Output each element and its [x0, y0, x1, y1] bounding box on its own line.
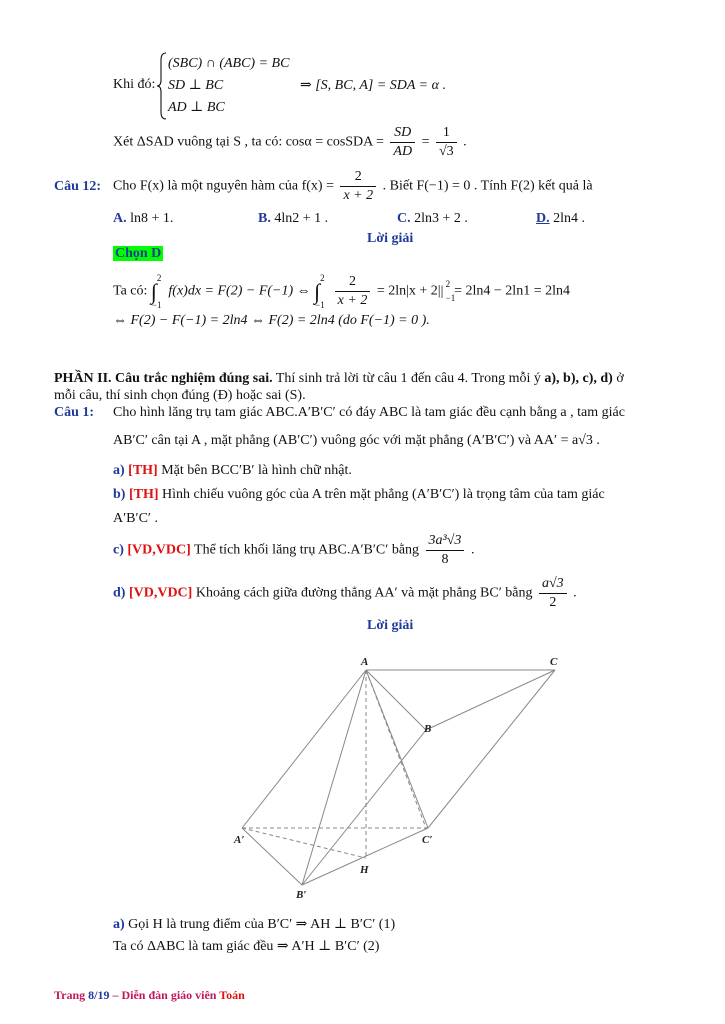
xet-frac-1-num: SD: [390, 124, 415, 143]
c1-item-b-line2: A′B′C′ .: [113, 511, 158, 526]
item-d-post: .: [573, 585, 577, 601]
footer-page: 8/19: [88, 988, 110, 1002]
edge-AC1: [366, 670, 428, 828]
q12-solution-line-1: [113, 273, 570, 310]
prism-figure: [220, 650, 580, 900]
c1-loi-giai: Lời giải: [367, 618, 414, 633]
item-c-frac-num: 3a³√3: [426, 532, 465, 551]
c1-stmt2: AB′C′ cân tại A , mặt phẳng (AB′C′) vuông góc với mặt phẳng (A′B′C′) và AA′ = a√3 .: [113, 433, 600, 448]
integral-1: ∫ 2 −1: [151, 283, 165, 301]
q12-option-d: [536, 210, 585, 228]
part2-abcd: a), b), c), d): [544, 371, 613, 386]
system-line-1: (SBC) ∩ (ABC) = BC: [168, 56, 290, 71]
sol-a-line2: Ta có ΔABC là tam giác đều ⇒ A′H ⊥ B′C′ (2): [113, 939, 380, 954]
c1-stmt1: Cho hình lăng trụ tam giác ABC.A′B′C′ có đáy ABC là tam giác đều cạnh bằng a , tam giác: [113, 405, 625, 420]
sol-a-text: Gọi H là trung điểm của B′C′ ⇒ AH ⊥ B′C′ (1): [124, 917, 396, 932]
part2-line2: mỗi câu, thí sinh chọn đúng (Đ) hoặc sai (S).: [54, 388, 306, 403]
q12-frac-num: 2: [340, 168, 376, 187]
line-a-frac: [335, 273, 371, 310]
label-H: H: [360, 864, 369, 876]
q12-text-b: . Biết F(−1) = 0 . Tính F(2) kết quả là: [382, 178, 593, 194]
item-c-frac-den: 8: [441, 552, 449, 567]
c1-item-b: [113, 486, 605, 504]
c1-item-c: [113, 532, 474, 569]
int1-upper: 2: [156, 272, 162, 283]
part2-title: PHẦN II. Câu trắc nghiệm đúng sai.: [54, 371, 273, 386]
label-C: C: [550, 656, 558, 668]
xet-post: .: [463, 134, 467, 150]
q12-frac: [340, 168, 376, 205]
option-a-label: A.: [113, 211, 127, 226]
system-brace: [157, 52, 167, 120]
footer-toan: Toán: [219, 988, 245, 1002]
edge-A1B1: [242, 828, 302, 885]
xet-eq: =: [421, 134, 430, 150]
chon-highlight: Chọn D: [115, 246, 162, 261]
footer-sep: – Diễn đàn giáo viên: [109, 988, 220, 1002]
q12-option-c: [397, 210, 468, 228]
q12-stem: [113, 168, 593, 205]
sol-a-line1: [113, 916, 395, 934]
item-d-frac: [539, 575, 567, 612]
item-a-tag: [TH]: [128, 463, 158, 478]
item-d-label: d): [113, 585, 126, 601]
xet-frac-2-num: 1: [436, 124, 457, 143]
int2-lower: −1: [315, 299, 325, 310]
q12-text-a: Cho F(x) là một nguyên hàm của f(x) =: [113, 178, 334, 194]
page-footer: [54, 988, 245, 1003]
q12-option-b: [258, 210, 328, 228]
line-a2: = 2ln|x + 2|: [376, 283, 441, 299]
xet-frac-1: [390, 124, 415, 161]
c1-item-d: [113, 575, 577, 612]
item-a-label: a): [113, 463, 125, 478]
system-line-2: SD ⊥ BC: [168, 78, 224, 93]
option-d-text: 2ln4 .: [553, 211, 586, 226]
option-c-text: 2ln3 + 2 .: [414, 211, 468, 226]
integral-2: ∫ 2 −1: [314, 283, 328, 301]
label-C1: C′: [422, 834, 433, 846]
q12-solution-line-2: ⇔ F(2) − F(−1) = 2ln4 ⇔ F(2) = 2ln4 (do F(−1) = 0 ).: [113, 313, 430, 328]
item-b-tag: [TH]: [128, 487, 159, 502]
bar-upper: 2: [445, 278, 451, 289]
option-a-text: ln8 + 1.: [130, 211, 174, 226]
footer-trang: Trang: [54, 988, 89, 1002]
line-a-frac-num: 2: [335, 273, 371, 292]
option-c-label: C.: [397, 211, 411, 226]
khi-do-label: Khi đó:: [113, 77, 156, 92]
system-implies: ⇒ [S, BC, A] = SDA = α .: [300, 78, 446, 93]
q12-frac-den: x + 2: [343, 188, 374, 203]
eval-bar: | 2 −1: [441, 283, 451, 301]
item-d-frac-num: a√3: [539, 575, 567, 594]
q12-chon: [113, 245, 163, 263]
edge-AA1: [242, 670, 366, 828]
int1-lower: −1: [151, 299, 162, 310]
bar-lower: −1: [445, 292, 456, 303]
edge-AB1: [302, 670, 366, 885]
line-a1: f(x)dx = F(2) − F(−1) ⇔: [168, 283, 311, 299]
part2-text1: Thí sinh trả lời từ câu 1 đến câu 4. Trong mỗi ý: [272, 371, 545, 386]
option-d-label: D.: [536, 211, 550, 226]
line-a3: = 2ln4 − 2ln1 = 2ln4: [454, 283, 570, 299]
xet-frac-1-den: AD: [393, 144, 413, 159]
c1-item-a: [113, 462, 352, 480]
item-c-frac: [426, 532, 465, 569]
line-a-frac-den: x + 2: [337, 293, 368, 308]
edge-CC1: [428, 670, 555, 828]
int2-upper: 2: [320, 272, 325, 283]
item-c-label: c): [113, 542, 124, 558]
item-b-text: Hình chiếu vuông góc của A trên mặt phẳng (A′B′C′) là trọng tâm của tam giác: [158, 487, 605, 502]
system-line-3: AD ⊥ BC: [168, 100, 225, 115]
xet-frac-2: [436, 124, 457, 161]
item-c-text: Thể tích khối lăng trụ ABC.A′B′C′ bằng: [190, 542, 420, 558]
xet-line: [113, 124, 467, 161]
edge-B1C1: [302, 828, 428, 885]
edge-BC: [426, 670, 555, 730]
q12-label: Câu 12:: [54, 179, 102, 194]
sol-a-label: a): [113, 917, 125, 932]
xet-pre: Xét ΔSAD vuông tại S , ta có: cosα = cosSDA =: [113, 134, 384, 150]
option-b-text: 4ln2 + 1 .: [274, 211, 329, 226]
label-B1: B′: [296, 889, 307, 900]
edge-AB: [366, 670, 426, 730]
item-d-tag: [VD,VDC]: [128, 585, 193, 601]
part2-text2: ở: [612, 371, 624, 386]
item-a-text: Mặt bên BCC′B′ là hình chữ nhật.: [157, 463, 352, 478]
item-c-tag: [VD,VDC]: [127, 542, 191, 558]
item-b-label: b): [113, 487, 126, 502]
part2-heading: [54, 370, 624, 388]
edge-A1H-hidden: [242, 828, 366, 858]
ta-co: Ta có:: [113, 283, 148, 299]
q12-option-a: [113, 210, 173, 228]
item-c-post: .: [470, 542, 475, 558]
label-A: A: [361, 656, 369, 668]
xet-frac-2-den: √3: [438, 144, 454, 159]
q12-loi-giai: Lời giải: [367, 231, 414, 246]
item-d-text: Khoảng cách giữa đường thẳng AA′ và mặt phẳng BC′ bằng: [192, 585, 533, 601]
edge-BB1: [302, 730, 426, 885]
label-B: B: [424, 723, 432, 735]
c1-label: Câu 1:: [54, 405, 95, 420]
option-b-label: B.: [258, 211, 271, 226]
label-A1: A′: [234, 834, 245, 846]
item-d-frac-den: 2: [549, 595, 557, 610]
